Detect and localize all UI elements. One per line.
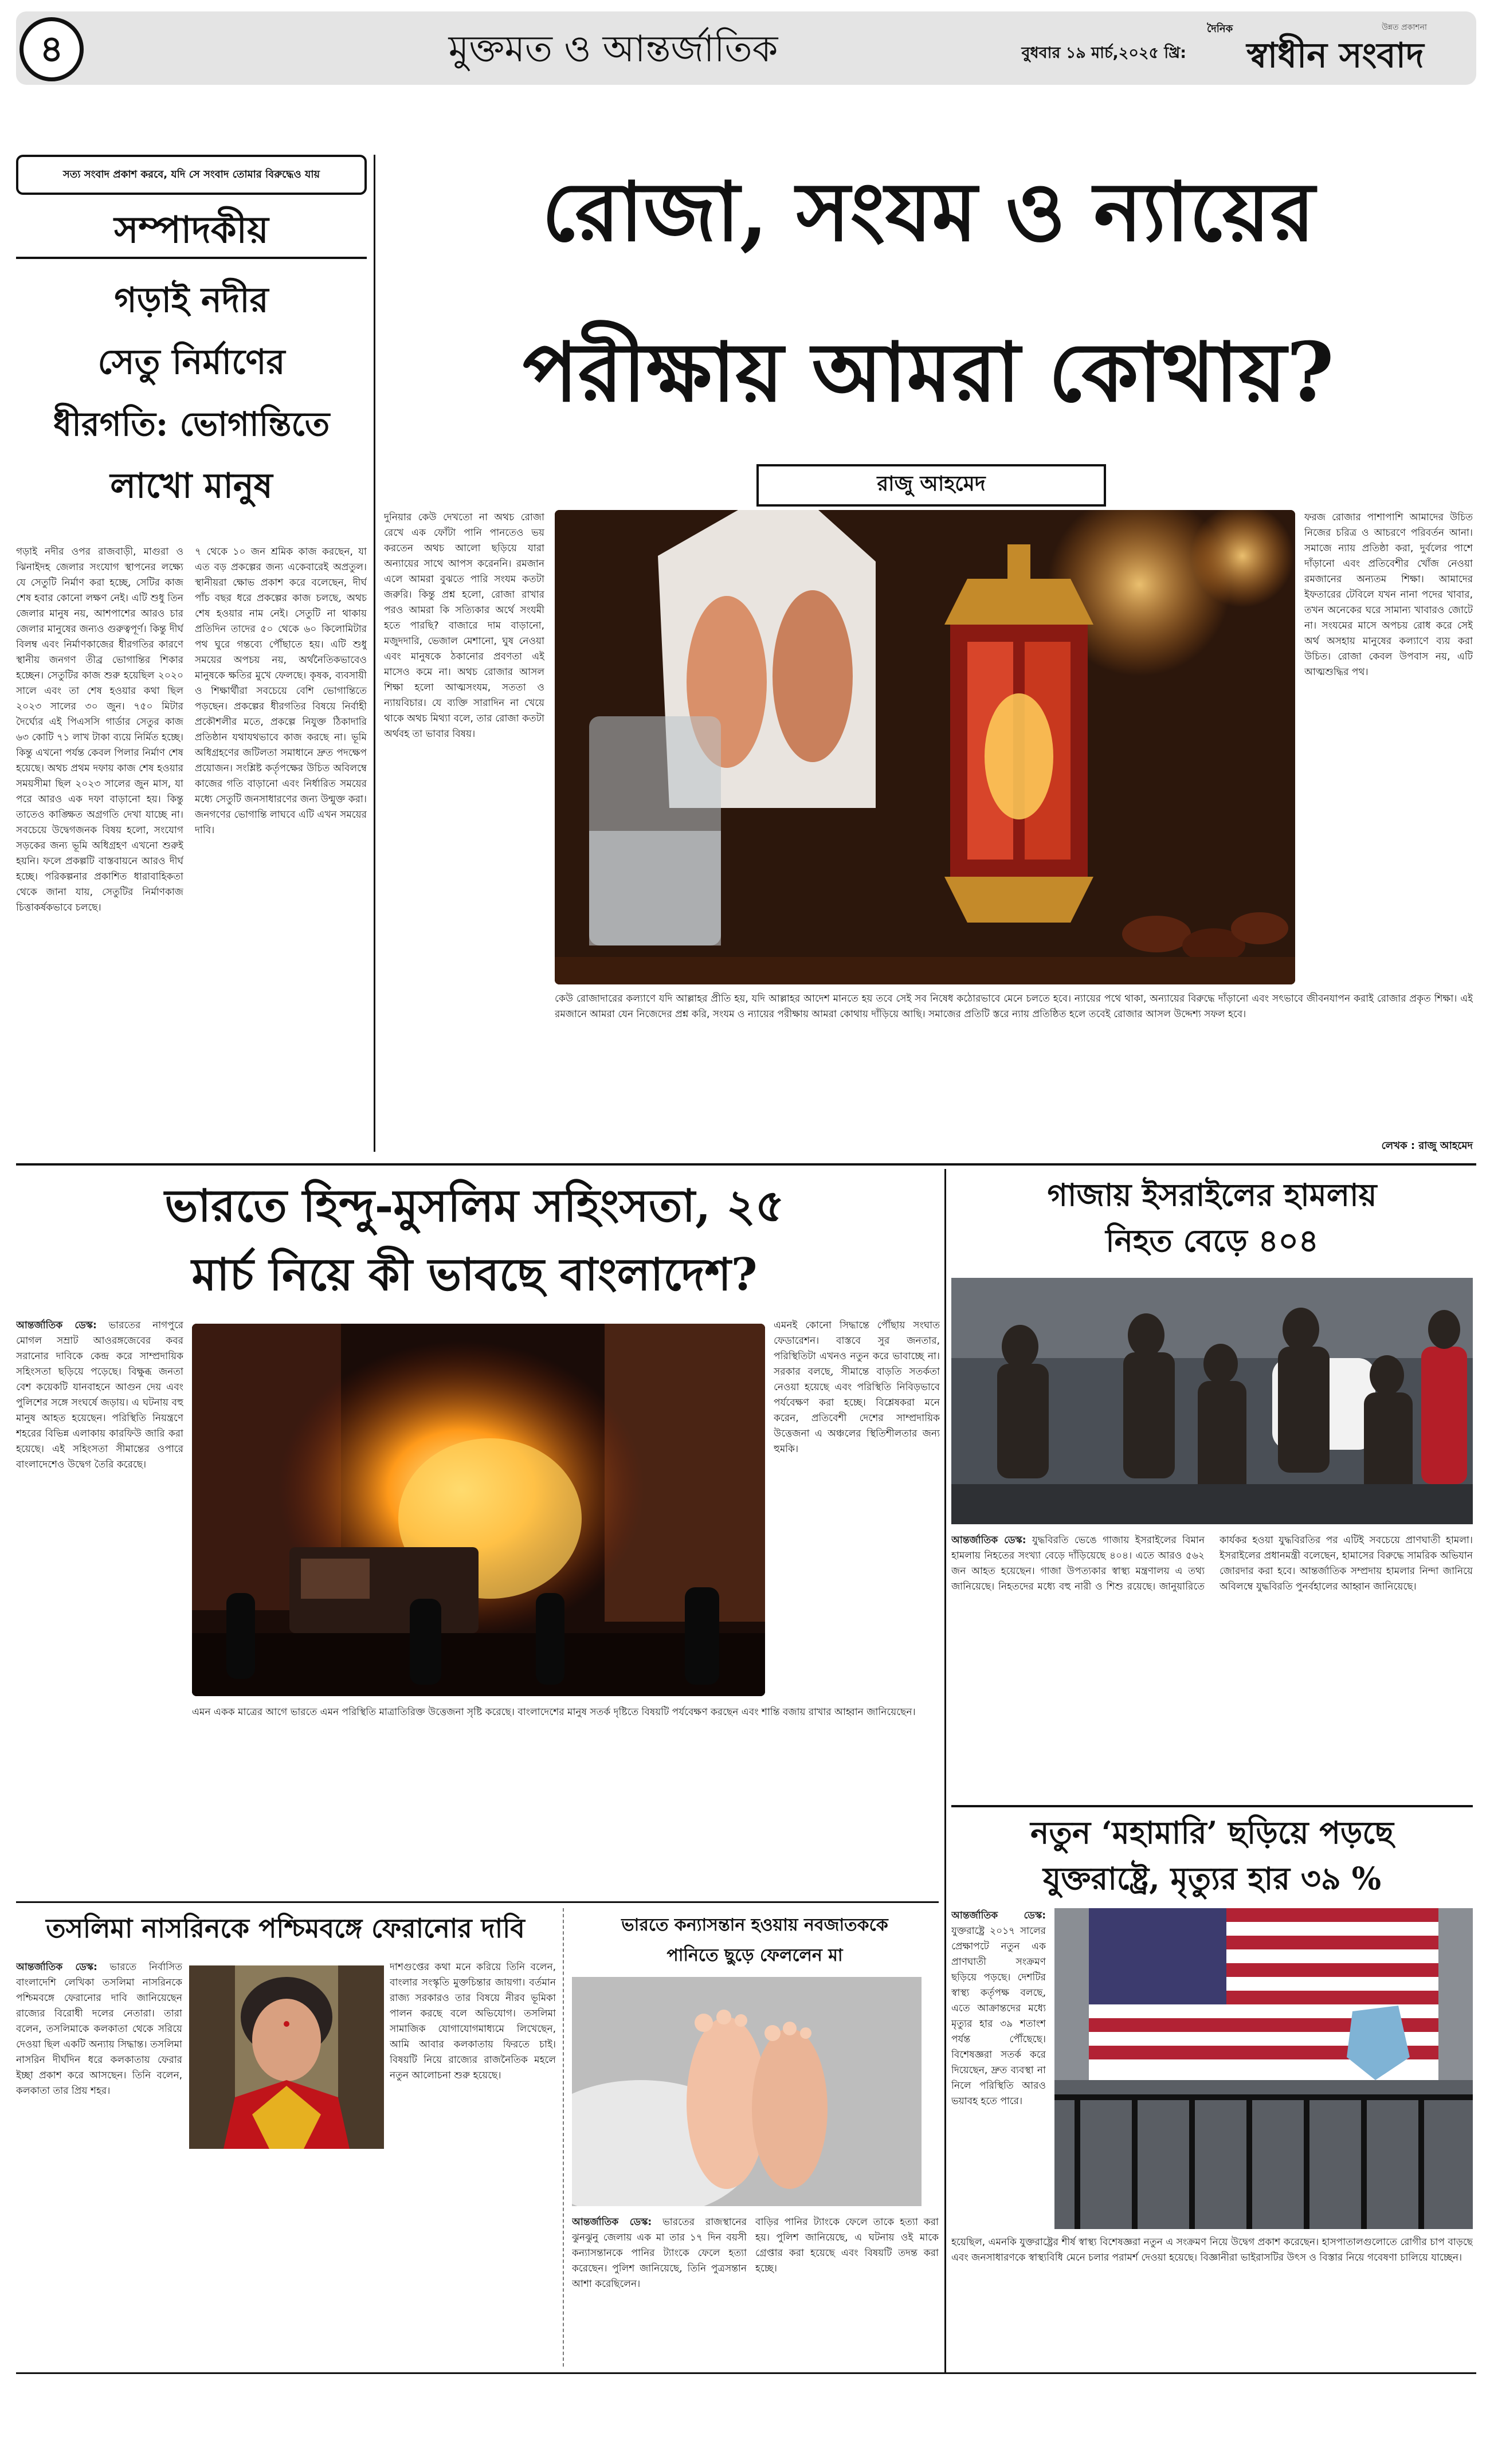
column-divider — [944, 1169, 946, 1862]
editorial-col-2: ৭ থেকে ১০ জন শ্রমিক কাজ করছেন, যা এত বড় প্রকল্পের জন্য একেবারেই অপ্রতুল। স্থানীয়রা ক্ষোভ প্রকাশ করে বলেছেন, দীর্ঘ পাঁচ বছর ধরে প্রকল্পের কাজ চলছে, অথচ শেষ হওয়ার নাম নেই। সেতুটি না থাকায় প্রতিদিন তাদের ৫০ থেকে ৬০ কিলোমিটার পথ ঘুরে গন্তব্যে পৌঁছাতে হয়। এটি শুধু সময়ের অপচয় নয়, অর্থনৈতিকভাবেও মানুষকে ক্ষতির মুখে ফেলছে। কৃষক, ব্যবসায়ী ও শিক্ষার্থীরা সবচেয়ে বেশি ভোগান্তিতে পড়ছেন। প্রকল্পের ধীরগতির বিষয়ে নির্বাহী প্রকৌশলীর মতে, প্রকল্পে নিযুক্ত ঠিকাদারি প্রতিষ্ঠান যথাযথভাবে কাজ করছে না। ভূমি অধিগ্রহণের জটিলতা সমাধানে দ্রুত পদক্ষেপ প্রয়োজন। সংশ্লিষ্ট কর্তৃপক্ষের উচিত অবিলম্বে কাজের গতি বাড়ানো এবং নির্ধারিত সময়ের মধ্যে সেতুটি জনসাধারণের জন্য উন্মুক্ত করা। জনগণের ভোগান্তি লাঘবে এটি এখন সময়ের দাবি। — [195, 546, 367, 836]
editorial-title — [16, 269, 367, 533]
us-text — [951, 1908, 1046, 2229]
lead-bottom-text: কেউ রোজাদারের কল্যাণে যদি আল্লাহর প্রীতি হয়, যদি আল্লাহর আদেশ মানতে হয় তবে সেই সব নিষেধ কঠোরভাবে মেনে চলতে হবে। ন্যায়ের পথে থাকা, অন্যায়ের বিরুদ্ধে দাঁড়ানো এবং সৎভাবে জীবনযাপন করাই রোজার প্রকৃত শিক্ষা। এই রমজানে আমরা যেন নিজেদের প্রশ্ন করি, সংযম ও ন্যায়ের পরীক্ষায় আমরা কোথায় দাঁড়িয়ে আছি। সমাজের প্রতিটি স্তরে ন্যায় প্রতিষ্ঠিত হলে তবেই রোজার আসল উদ্দেশ্য সফল হবে। — [555, 993, 1473, 1020]
motto-banner — [16, 155, 367, 195]
baby-feet-illustration — [572, 1977, 922, 2206]
page-number: ৪ — [40, 28, 64, 70]
india-col-left-text: ভারতের নাগপুরে মোগল সম্রাট আওরঙ্গজেবের কবর সরানোর দাবিকে কেন্দ্র করে সাম্প্রদায়িক সহিংসতা ছড়িয়ে পড়েছে। বিক্ষুব্ধ জনতা বেশ কয়েকটি যানবাহনে আগুন দেয় এবং পুলিশের সঙ্গে সংঘর্ষে জড়ায়। এ ঘটনায় বহু মানুষ আহত হয়েছেন। পরিস্থিতি নিয়ন্ত্রণে শহরের বিভিন্ন এলাকায় কারফিউ জারি করা হয়েছে। এই সহিংসতা সীমান্তের ওপারে বাংলাদেশেও উদ্বেগ তৈরি করেছে। — [16, 1320, 183, 1470]
editorial-title-line: ধীরগতি: ভোগান্তিতে — [53, 405, 330, 444]
taslima-col-left — [16, 1960, 182, 2361]
us-text-body: যুক্তরাষ্ট্রে ২০১৭ সালের প্রেক্ষাপটে নতুন এক প্রাণঘাতী সংক্রমণ ছড়িয়ে পড়ছে। দেশটির স্বাস্থ্য কর্তৃপক্ষ বলছে, এতে আক্রান্তদের মধ্যে মৃত্যুর হার ৩৯ শতাংশ পর্যন্ত পৌঁছেছে। বিশেষজ্ঞরা সতর্ক করে দিয়েছেন, দ্রুত ব্যবস্থা না নিলে পরিস্থিতি আরও ভয়াবহ হতে পারে। — [951, 1925, 1046, 2107]
india-headline-1: ভারতে হিন্দু-মুসলিম সহিংসতা, ২৫ — [164, 1180, 785, 1232]
lead-col-left: দুনিয়ার কেউ দেখতো না অথচ রোজা রেখে এক ফোঁটা পানি পানতেও ভয় করতেন অথচ আলো ছড়িয়ে যারা অন্যায়ের সাথে আপস করেননি। রমজান এলে আমরা বুঝতে পারি সংযম কতটা জরুরি। কিন্তু প্রশ্ন হলো, রোজা রাখার পরও আমরা কি সত্যিকার অর্থে সংযমী হতে পারছি? বাজারে দাম বাড়ানো, মজুদদারি, ভেজাল মেশানো, ঘুষ নেওয়া এবং মানুষকে ঠকানোর প্রবণতা এই মাসেও কমে না। অথচ রোজার আসল শিক্ষা হলো আত্মসংযম, সততা ও ন্যায়বিচার। যে ব্যক্তি সারাদিন না খেয়ে থাকে অথচ মিথ্যা বলে, তার রোজা কতটা অর্থবহ তা ভাবার বিষয়। — [384, 512, 544, 740]
page-number-badge — [19, 17, 84, 81]
paper-logo — [1203, 19, 1467, 79]
gaza-photo-casualties — [951, 1278, 1473, 1524]
fire-scene-illustration — [192, 1324, 765, 1696]
paper-tag: উন্নত প্রকাশনা — [1382, 23, 1427, 32]
lead-headline-2: পরীক্ষায় আমরা কোথায়? — [523, 325, 1334, 420]
taslima-photo-portrait — [189, 1965, 384, 2149]
us-dateline: আন্তর্জাতিক ডেস্ক: — [951, 1910, 1046, 1921]
gaza-text — [951, 1533, 1473, 1802]
lantern-illustration — [555, 510, 1295, 984]
taslima-col-right: দাশগুপ্তের কথা মনে করিয়ে তিনি বলেন, বাংলার সংস্কৃতি মুক্তচিন্তার জায়গা। বর্তমান রাজ্য সরকারও তার বিষয়ে নীরব ভূমিকা পালন করছে বলে অভিযোগ। তসলিমা সামাজিক যোগাযোগমাধ্যমে লিখেছেন, আমি আবার কলকাতায় ফিরতে চাই। বিষয়টি নিয়ে রাজ্যের রাজনৈতিক মহলে নতুন আলোচনা শুরু হয়েছে। — [390, 1961, 556, 2081]
editorial-title-line: গড়াই নদীর — [114, 280, 269, 320]
taslima-dateline: আন্তর্জাতিক ডেস্ক: — [16, 1961, 97, 1973]
motto-text: সত্য সংবাদ প্রকাশ করবে, যদি সে সংবাদ তোমার বিরুদ্ধেও যায় — [62, 168, 320, 181]
lead-byline: রাজু আহমেদ — [877, 472, 986, 496]
newborn-col-left-text: ভারতের রাজস্থানের ঝুনঝুনু জেলায় এক মা তার ১৭ দিন বয়সী কন্যাসন্তানকে পানির ট্যাংকে ফেলে হত্যা করেছেন। পুলিশ জানিয়েছে, তিনি পুত্রসন্তান আশা করেছিলেন। — [572, 2216, 747, 2290]
editorial-label: সম্পাদকীয় — [16, 202, 367, 259]
lead-photo-ramadan-lantern — [555, 510, 1295, 984]
taslima-headline: তসলিমা নাসরিনকে পশ্চিমবঙ্গে ফেরানোর দাবি — [46, 1913, 525, 1944]
section-divider — [16, 1901, 939, 1903]
editorial-col-1: গড়াই নদীর ওপর রাজবাড়ী, মাগুরা ও ঝিনাইদহ জেলার সংযোগ স্থাপনের লক্ষ্যে যে সেতুটি নির্মাণ করা হচ্ছে, সেটির কাজ শেষ হবার কোনো লক্ষণ নেই। এটি শুধু তিন জেলার মানুষ নয়, আশপাশের আরও চার জেলার মানুষের জন্যও গুরুত্বপূর্ণ। কিন্তু দীর্ঘ বিলম্ব এবং নির্মাণকাজের ধীরগতির কারণে স্থানীয় জনগণ তীব্র ভোগান্তির শিকার হচ্ছেন। সেতুটির কাজ শুরু হয়েছিল ২০২০ সালে এবং তা শেষ হওয়ার কথা ছিল ২০২৩ সালের ৩০ জুন। ৭৫০ মিটার দৈর্ঘ্যের এই পিএসসি গার্ডার সেতুর কাজ ৬৩ কোটি ৭১ লাখ টাকা ব্যয়ে নির্মিত হচ্ছে। কিন্তু এখনো পর্যন্ত কেবল পিলার নির্মাণ শেষ হয়েছে। অথচ প্রথম দফায় কাজ শেষ হওয়ার সময়সীমা ছিল ২০২৩ সালের জুন মাস, যা পরে আরও এক দফা বাড়ানো হয়। কিন্তু তাতেও কাঙ্ক্ষিত অগ্রগতি দেখা যাচ্ছে না। সবচেয়ে উদ্বেগজনক বিষয় হলো, সংযোগ সড়কের জন্য ভূমি অধিগ্রহণ এখনো শুরুই হয়নি। ফলে প্রকল্পটি বাস্তবায়নে আরও দীর্ঘ হচ্ছে। পরিকল্পনার প্রকাশিত ধারাবাহিকতা থেকে জানা যায়, সেতুটির নির্মাণকাজ চিত্তাকর্ষকভাবে চলছে। — [16, 546, 183, 913]
editorial-title-line: লাখো মানুষ — [110, 466, 273, 506]
us-bottom-text: হয়েছিল, এমনকি যুক্তরাষ্ট্রের শীর্ষ স্বাস্থ্য বিশেষজ্ঞরা নতুন এ সংক্রমণ নিয়ে উদ্বেগ প্রকাশ করেছেন। হাসপাতালগুলোতে রোগীর চাপ বাড়ছে এবং জনসাধারণকে স্বাস্থ্যবিধি মেনে চলার পরামর্শ দেওয়া হয়েছে। বিজ্ঞানীরা ভাইরাসটির উৎস ও বিস্তার নিয়ে গবেষণা চালিয়ে যাচ্ছেন। — [951, 2237, 1473, 2263]
newborn-photo-feet — [572, 1977, 922, 2206]
section-title: মুক্তমত ও আন্তর্জাতিক — [448, 28, 778, 70]
column-divider — [944, 1862, 946, 2372]
newborn-headline-1: ভারতে কন্যাসন্তান হওয়ায় নবজাতককে — [621, 1915, 888, 1935]
page-bottom-rule — [16, 2372, 1476, 2374]
newborn-col-left — [572, 2215, 747, 2364]
section-divider — [951, 1805, 1473, 1807]
issue-date: বুধবার ১৯ মার্চ,২০২৫ খ্রি: — [1021, 44, 1186, 62]
paper-name: স্বাধীন সংবাদ — [1246, 36, 1424, 76]
column-divider — [563, 1908, 564, 2367]
editorial-title-line: সেতু নির্মাণের — [97, 342, 285, 382]
gaza-scene-illustration — [951, 1278, 1473, 1524]
lead-byline-box — [756, 464, 1106, 507]
taslima-col-left-text: ভারতে নির্বাসিত বাংলাদেশি লেখিকা তসলিমা নাসরিনকে পশ্চিমবঙ্গে ফেরানোর দাবি জানিয়েছেন রাজ্যের বিরোধী দলের নেতারা। তারা বলেন, তসলিমাকে কলকাতা থেকে সরিয়ে দেওয়া ছিল একটি অন্যায় সিদ্ধান্ত। তসলিমা নাসরিন দীর্ঘদিন ধরে কলকাতায় ফেরার ইচ্ছা প্রকাশ করে আসছেন। তিনি বলেন, কলকাতা তার প্রিয় শহর। — [16, 1961, 182, 2097]
newborn-headline-2: পানিতে ছুড়ে ফেললেন মা — [666, 1945, 843, 1965]
gaza-headline-2: নিহত বেড়ে ৪০৪ — [1105, 1222, 1319, 1259]
us-flag-illustration — [1054, 1908, 1473, 2229]
gaza-headline-1: গাজায় ইসরাইলের হামলায় — [1047, 1176, 1377, 1213]
india-dateline: আন্তর্জাতিক ডেস্ক: — [16, 1320, 97, 1331]
lead-headline-1: রোজা, সংযম ও ন্যায়ের — [542, 164, 1315, 260]
newborn-col-right: বাড়ির পানির ট্যাংকে ফেলে তাকে হত্যা করা হয়। পুলিশ জানিয়েছে, এ ঘটনায় ওই মাকে গ্রেপ্তার করা হয়েছে এবং বিষয়টি তদন্ত করা হচ্ছে। — [755, 2216, 939, 2274]
india-col-right: এমনই কোনো সিদ্ধান্তে পৌঁছায় সংঘাত ফেডারেশন। বাস্তবে সুর জনতার, পরিস্থিতিটা এখনও নতুন করে ভাবাচ্ছে না। সরকার বলছে, সীমান্তে বাড়তি সতর্কতা নেওয়া হয়েছে এবং পরিস্থিতি নিবিড়ভাবে পর্যবেক্ষণ করা হচ্ছে। বিশ্লেষকরা মনে করেন, প্রতিবেশী দেশের সাম্প্রদায়িক উত্তেজনা এ অঞ্চলের স্থিতিশীলতার জন্য হুমকি। — [774, 1320, 940, 1455]
us-headline-1: নতুন ‘মহামারি’ ছড়িয়ে পড়ছে — [1030, 1814, 1394, 1851]
newborn-dateline: আন্তর্জাতিক ডেস্ক: — [572, 2216, 652, 2228]
paper-small: দৈনিক — [1207, 23, 1233, 35]
portrait-illustration — [189, 1965, 384, 2149]
india-photo-violence — [192, 1324, 765, 1696]
india-col-left — [16, 1318, 183, 1902]
gaza-dateline: আন্তর্জাতিক ডেস্ক: — [951, 1535, 1026, 1546]
column-divider — [374, 155, 375, 1152]
gaza-text-body: যুদ্ধবিরতি ভেঙে গাজায় ইসরাইলের বিমান হামলায় নিহতের সংখ্যা বেড়ে দাঁড়িয়েছে ৪০৪। এতে আরও ৫৬২ জন আহত হয়েছেন। গাজা উপত্যকার স্বাস্থ্য মন্ত্রণালয় এ তথ্য জানিয়েছে। নিহতদের মধ্যে বহু নারী ও শিশু রয়েছে। জানুয়ারিতে কার্যকর হওয়া যুদ্ধবিরতির পর এটিই সবচেয়ে প্রাণঘাতী হামলা। ইসরাইলের প্রধানমন্ত্রী বলেছেন, হামাসের বিরুদ্ধে সামরিক অভিযান জোরদার করা হবে। আন্তর্জাতিক সম্প্রদায় হামলার নিন্দা জানিয়ে অবিলম্বে যুদ্ধবিরতি পুনর্বহালের আহ্বান জানিয়েছে। — [951, 1535, 1473, 1592]
us-headline-2: যুক্তরাষ্ট্রে, মৃত্যুর হার ৩৯ % — [1042, 1860, 1382, 1897]
india-bottom-text: এমন একক মাত্রের আগে ভারতে এমন পরিস্থিতি মাত্রাতিরিক্ত উত্তেজনা সৃষ্টি করেছে। বাংলাদেশের মানুষ সতর্ক দৃষ্টিতে বিষয়টি পর্যবেক্ষণ করছেন এবং শান্তি বজায় রাখার আহ্বান জানিয়েছেন। — [192, 1706, 916, 1718]
india-headline-2: মার্চ নিয়ে কী ভাবছে বাংলাদেশ? — [191, 1249, 758, 1301]
lead-author-note: লেখক : রাজু আহমেদ — [1381, 1140, 1473, 1152]
us-photo-flag — [1054, 1908, 1473, 2229]
lead-col-right: ফরজ রোজার পাশাপাশি আমাদের উচিত নিজের চরিত্র ও আচরণে পরিবর্তন আনা। সমাজে ন্যায় প্রতিষ্ঠা করা, দুর্বলের পাশে দাঁড়ানো এবং প্রতিবেশীর খোঁজ নেওয়া রমজানের অন্যতম শিক্ষা। আমাদের ইফতারের টেবিলে যখন নানা পদের খাবার, তখন অনেকের ঘরে সামান্য খাবারও জোটে না। সংযমের মাসে অপচয় রোধ করে সেই অর্থ অসহায় মানুষের কল্যাণে ব্যয় করা উচিত। রোজা কেবল উপবাস নয়, এটি আত্মশুদ্ধির পথ। — [1304, 512, 1473, 678]
section-divider — [16, 1163, 1476, 1166]
